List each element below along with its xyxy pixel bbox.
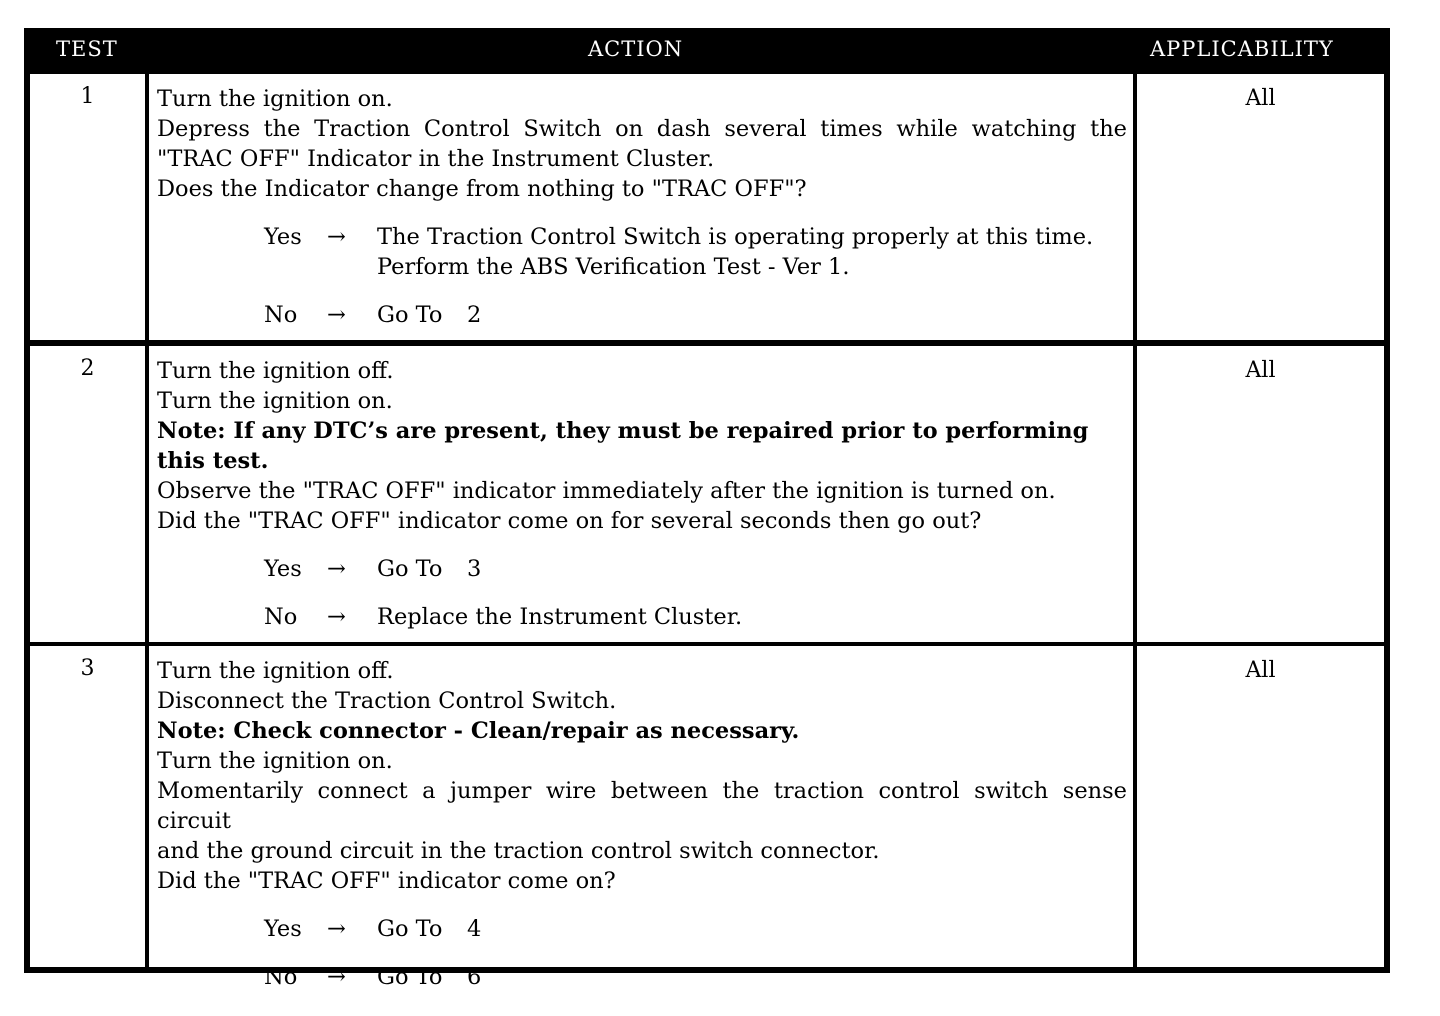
row-3-note-line: Note: Check connector - Clean/repair as necessary. (157, 718, 800, 744)
header-applicability: APPLICABILITY (1150, 37, 1334, 61)
arrow-icon: → (327, 302, 346, 328)
header-test: TEST (56, 37, 118, 61)
row-3-line-2: Disconnect the Traction Control Switch. (157, 688, 617, 714)
arrow-icon: → (327, 916, 346, 942)
row-3-line-5: Momentarily connect a jumper wire between the traction control switch sense circuit (157, 778, 1127, 834)
row-2-no-response: No → Replace the Instrument Cluster. (264, 604, 743, 630)
row-1-line-3: "TRAC OFF" Indicator in the Instrument Cluster. (157, 146, 715, 172)
row-1-applicability: All (1137, 74, 1384, 340)
row-3-applicability: All (1137, 646, 1384, 967)
row-1-no-response: No → Go To 2 (264, 302, 482, 328)
row-2-applicability: All (1137, 346, 1384, 642)
arrow-icon: → (327, 224, 346, 250)
row-2-note-line-1: Note: If any DTC’s are present, they must be repaired prior to performing (157, 418, 1089, 444)
row-3-action (149, 646, 1133, 990)
row-2-line-6: Did the "TRAC OFF" indicator come on for several seconds then go out? (157, 508, 982, 534)
row-2-action (149, 346, 1133, 642)
arrow-icon: → (327, 556, 346, 582)
row-1-line-2: Depress the Traction Control Switch on dash several times while watching the (157, 116, 1127, 142)
row-2-line-5: Observe the "TRAC OFF" indicator immediately after the ignition is turned on. (157, 478, 1056, 504)
header-action: ACTION (588, 37, 684, 61)
row-1-line-4: Does the Indicator change from nothing to "TRAC OFF"? (157, 176, 807, 202)
row-3-no-response: No → Go To 6 (264, 964, 482, 990)
row-1-yes-response: Yes → The Traction Control Switch is operating properly at this time. (264, 224, 1094, 250)
arrow-icon: → (327, 964, 346, 990)
row-3-line-4: Turn the ignition on. (157, 748, 393, 774)
arrow-icon: → (327, 604, 346, 630)
row-2-line-1: Turn the ignition off. (157, 358, 394, 384)
row-3-line-7: Did the "TRAC OFF" indicator come on? (157, 868, 616, 894)
row-2-line-2: Turn the ignition on. (157, 388, 393, 414)
row-1-action (149, 74, 1133, 340)
row-3-line-6: and the ground circuit in the traction control switch connector. (157, 838, 880, 864)
row-1-yes-response-cont: Perform the ABS Verification Test - Ver 1. (377, 254, 850, 280)
row-3-yes-response: Yes → Go To 4 (264, 916, 482, 942)
row-2-note-line-2: this test. (157, 448, 269, 474)
row-3-test-number: 3 (30, 646, 145, 967)
diagnostic-table (24, 28, 1390, 990)
row-1-test-number: 1 (30, 74, 145, 340)
row-1-line-1: Turn the ignition on. (157, 86, 393, 112)
row-2-test-number: 2 (30, 346, 145, 642)
row-3-line-1: Turn the ignition off. (157, 658, 394, 684)
table-header (30, 34, 1384, 72)
row-2-yes-response: Yes → Go To 3 (264, 556, 482, 582)
